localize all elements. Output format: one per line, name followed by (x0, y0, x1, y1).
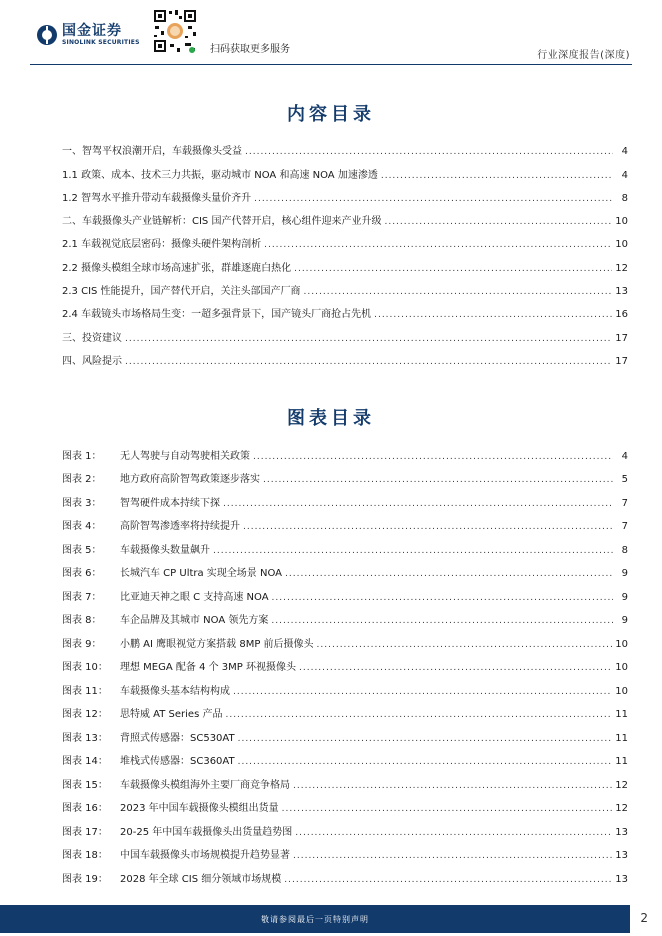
toc-entry-page: 8 (621, 192, 628, 204)
toc-entry[interactable] (62, 134, 628, 157)
figure-entry[interactable] (62, 626, 628, 650)
figure-entry-page: 11 (615, 756, 628, 767)
figure-entry-number: 图表 13： (62, 732, 108, 744)
figure-entry-number: 图表 1： (62, 450, 102, 462)
toc-entry-page: 17 (615, 332, 628, 344)
toc-entry-page: 17 (615, 355, 628, 367)
figure-entry-number: 图表 7： (62, 591, 102, 603)
figure-entry-page: 12 (615, 779, 628, 791)
toc-entry[interactable] (62, 320, 628, 343)
figure-toc-list (62, 438, 628, 885)
figure-entry[interactable] (62, 603, 628, 627)
toc-leader-dots (374, 310, 612, 320)
content-toc-title: 内容目录 (287, 104, 375, 125)
toc-entry-label: 1.2 智驾水平推升带动车载摄像头量价齐升 (62, 192, 252, 204)
toc-leader-dots (125, 357, 612, 367)
figure-entry-label: 地方政府高阶智驾政策逐步落实 (120, 474, 260, 485)
toc-leader-dots (213, 546, 613, 556)
toc-leader-dots (225, 710, 612, 720)
figure-entry-page: 9 (621, 591, 628, 603)
figure-entry-page: 13 (615, 873, 628, 885)
toc-leader-dots (223, 499, 613, 509)
toc-entry[interactable] (62, 157, 628, 180)
toc-leader-dots (294, 264, 612, 274)
toc-entry-page: 10 (615, 216, 628, 228)
figure-entry[interactable] (62, 509, 628, 533)
toc-entry[interactable] (62, 227, 628, 250)
toc-entry-label: 2.1 车载视觉底层密码：摄像头硬件架构剖析 (62, 239, 262, 251)
figure-entry-page: 9 (621, 615, 628, 626)
figure-entry-page: 11 (615, 709, 628, 720)
toc-entry-label: 2.4 车载镜头市场格局生变：一超多强背景下，国产镜头厂商抢占先机 (62, 309, 372, 321)
toc-entry-page: 16 (615, 309, 628, 321)
toc-leader-dots (299, 663, 612, 673)
figure-entry-page: 9 (621, 568, 628, 579)
figure-entry[interactable] (62, 462, 628, 486)
toc-entry-label: 一、智驾平权浪潮开启，车载摄像头受益 (62, 146, 242, 158)
figure-entry-label: 车载摄像头模组海外主要厂商竞争格局 (120, 779, 290, 791)
figure-entry-page: 10 (615, 638, 628, 650)
toc-entry-label: 四、风险提示 (62, 355, 122, 367)
toc-entry[interactable] (62, 250, 628, 273)
figure-entry-label: 堆栈式传感器：SC360AT (120, 756, 235, 767)
figure-entry-label: 无人驾驶与自动驾驶相关政策 (120, 450, 250, 462)
figure-entry-number: 图表 8： (62, 615, 102, 626)
header-divider (30, 64, 632, 65)
toc-leader-dots (238, 734, 613, 744)
toc-entry-label: 1.1 政策、成本、技术三力共振，驱动城市 NOA 和高速 NOA 加速渗透 (62, 169, 378, 181)
toc-entry[interactable] (62, 274, 628, 297)
figure-entry-number: 图表 17： (62, 826, 108, 838)
figure-entry-page: 7 (621, 497, 628, 509)
figure-entry-label: 2023 年中国车载摄像头模组出货量 (120, 803, 279, 814)
toc-leader-dots (384, 217, 612, 227)
figure-entry-label: 理想 MEGA 配备 4 个 3MP 环视摄像头 (120, 662, 296, 673)
figure-entry-number: 图表 14： (62, 756, 108, 767)
figure-entry-label: 智驾硬件成本持续下探 (120, 497, 220, 509)
toc-leader-dots (238, 757, 613, 767)
toc-leader-dots (125, 334, 612, 344)
figure-entry[interactable] (62, 861, 628, 885)
figure-entry-page: 12 (615, 803, 628, 814)
content-toc-list (62, 134, 628, 367)
figure-entry-label: 中国车载摄像头市场规模提升趋势显著 (120, 850, 290, 861)
logo-cn-text: 国金证券 (62, 23, 122, 39)
figure-entry[interactable] (62, 814, 628, 838)
figure-entry[interactable] (62, 697, 628, 721)
toc-leader-dots (243, 522, 613, 532)
toc-leader-dots (285, 569, 613, 579)
toc-leader-dots (381, 171, 613, 181)
figure-entry-page: 13 (615, 850, 628, 861)
figure-entry[interactable] (62, 650, 628, 674)
toc-leader-dots (282, 804, 613, 814)
figure-entry-label: 车企品牌及其城市 NOA 领先方案 (120, 615, 269, 626)
figure-entry-label: 思特威 AT Series 产品 (120, 709, 223, 720)
figure-entry-number: 图表 3： (62, 497, 102, 509)
toc-entry-page: 10 (615, 239, 628, 251)
figure-entry-page: 8 (621, 544, 628, 556)
figure-entry-label: 20-25 年中国车载摄像头出货量趋势图 (120, 826, 293, 838)
logo-en-text: SINOLINK SECURITIES (62, 39, 140, 46)
toc-entry-page: 13 (615, 286, 628, 298)
figure-entry[interactable] (62, 673, 628, 697)
figure-entry-page: 5 (621, 474, 628, 485)
figure-entry-number: 图表 19： (62, 873, 108, 885)
figure-entry-page: 10 (615, 685, 628, 697)
figure-entry[interactable] (62, 579, 628, 603)
toc-entry-label: 二、车载摄像头产业链解析：CIS 国产代替开启，核心组件迎来产业升级 (62, 216, 382, 228)
figure-entry[interactable] (62, 720, 628, 744)
footer-disclaimer[interactable]: 敬请参阅最后一页特别声明 (261, 915, 369, 924)
toc-leader-dots (293, 851, 612, 861)
figure-entry[interactable] (62, 532, 628, 556)
qr-code-icon[interactable] (152, 8, 198, 54)
toc-leader-dots (284, 875, 612, 885)
toc-leader-dots (254, 194, 613, 204)
figure-entry[interactable] (62, 838, 628, 862)
toc-leader-dots (304, 287, 613, 297)
toc-entry-page: 4 (621, 169, 628, 181)
figure-entry-label: 长城汽车 CP Ultra 实现全场景 NOA (120, 568, 283, 579)
figure-entry-page: 10 (615, 662, 628, 673)
figure-entry-number: 图表 15： (62, 779, 108, 791)
report-type-label: 行业深度报告(深度) (537, 50, 630, 61)
figure-entry[interactable] (62, 438, 628, 462)
figure-entry[interactable] (62, 556, 628, 580)
toc-entry-page: 4 (621, 146, 628, 158)
toc-leader-dots (272, 593, 613, 603)
toc-entry[interactable] (62, 297, 628, 320)
toc-leader-dots (263, 475, 613, 485)
toc-leader-dots (264, 240, 612, 250)
toc-leader-dots (271, 616, 613, 626)
toc-entry-page: 12 (615, 262, 628, 274)
figure-entry-label: 车载摄像头基本结构构成 (120, 685, 230, 697)
figure-entry-number: 图表 6： (62, 568, 102, 579)
figure-entry-label: 比亚迪天神之眼 C 支持高速 NOA (120, 591, 269, 603)
toc-entry[interactable] (62, 344, 628, 367)
figure-entry-label: 背照式传感器：SC530AT (120, 732, 235, 744)
toc-leader-dots (293, 781, 612, 791)
toc-leader-dots (233, 687, 612, 697)
figure-entry[interactable] (62, 791, 628, 815)
figure-entry-label: 高阶智驾渗透率将持续提升 (120, 521, 240, 532)
sinolink-logo-icon (36, 24, 58, 46)
figure-entry-label: 车载摄像头数量飙升 (120, 544, 210, 556)
toc-entry-label: 三、投资建议 (62, 332, 122, 344)
toc-leader-dots (317, 640, 613, 650)
figure-entry-page: 11 (615, 732, 628, 744)
figure-toc-title: 图表目录 (287, 408, 375, 429)
scan-service-text: 扫码获取更多服务 (210, 44, 290, 55)
figure-entry[interactable] (62, 744, 628, 768)
figure-entry-number: 图表 9： (62, 638, 102, 650)
figure-entry-number: 图表 16： (62, 803, 108, 814)
figure-entry-number: 图表 2： (62, 474, 102, 485)
figure-entry-label: 2028 年全球 CIS 细分领域市场规模 (120, 873, 282, 885)
figure-entry-label: 小鹏 AI 鹰眼视觉方案搭载 8MP 前后摄像头 (120, 638, 314, 650)
toc-entry[interactable] (62, 181, 628, 204)
toc-leader-dots (245, 147, 613, 157)
company-logo (36, 24, 140, 46)
figure-entry-number: 图表 5： (62, 544, 102, 556)
figure-entry-page: 7 (621, 521, 628, 532)
figure-entry-page: 4 (621, 450, 628, 462)
figure-entry[interactable] (62, 485, 628, 509)
toc-entry[interactable] (62, 204, 628, 227)
figure-entry-number: 图表 18： (62, 850, 108, 861)
figure-entry[interactable] (62, 767, 628, 791)
toc-leader-dots (295, 828, 612, 838)
figure-entry-number: 图表 12： (62, 709, 108, 720)
toc-leader-dots (253, 452, 613, 462)
figure-entry-number: 图表 10： (62, 662, 108, 673)
page-header (0, 0, 662, 64)
figure-entry-number: 图表 4： (62, 521, 102, 532)
figure-entry-number: 图表 11： (62, 685, 108, 697)
toc-entry-label: 2.3 CIS 性能提升，国产替代开启，关注头部国产厂商 (62, 286, 301, 298)
figure-entry-page: 13 (615, 826, 628, 838)
page-number: 2 (640, 911, 648, 925)
toc-entry-label: 2.2 摄像头模组全球市场高速扩张，群雄逐鹿白热化 (62, 262, 292, 274)
